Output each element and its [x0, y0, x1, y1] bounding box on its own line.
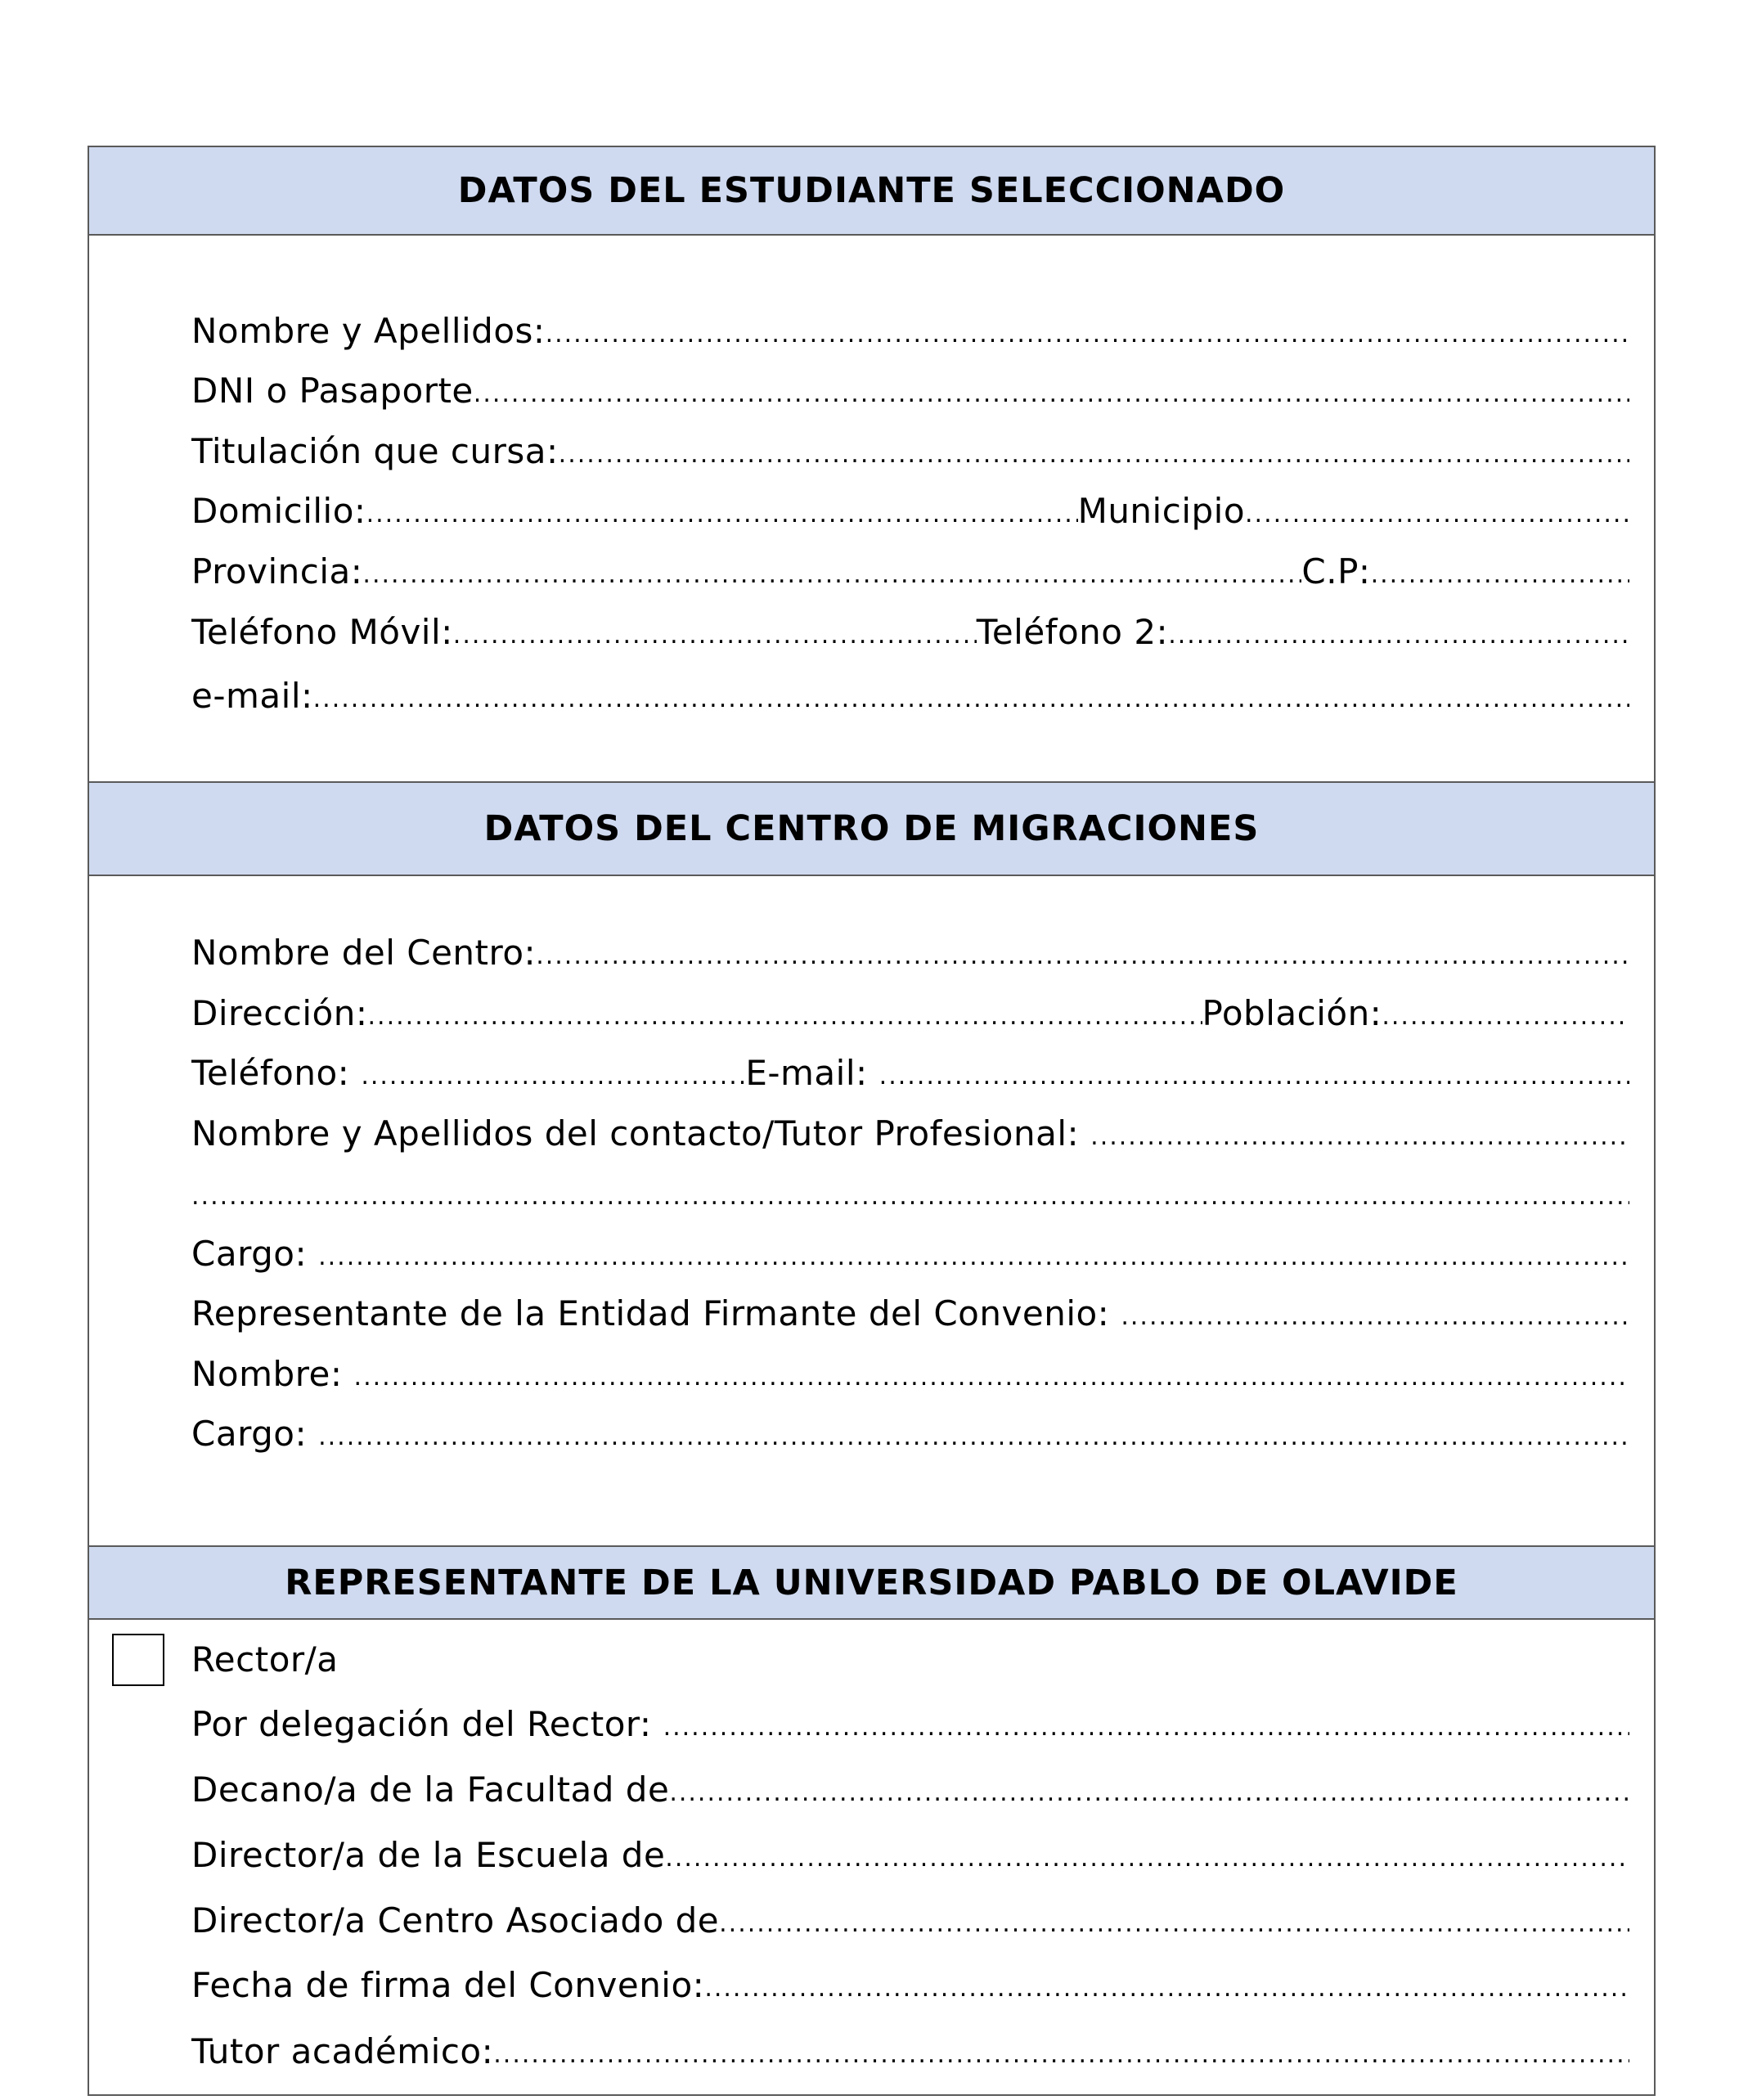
- school-director-field[interactable]: Director/a de la Escuela de .....: [191, 1830, 1629, 1879]
- municipality-label: Municipio: [1077, 490, 1246, 531]
- student-province-field[interactable]: Provincia: ..... C.P: .....: [191, 546, 1629, 596]
- phone2-label: Teléfono 2:: [976, 611, 1169, 652]
- rector-option: Rector/a: [191, 1639, 339, 1680]
- town-label: Población:: [1202, 992, 1382, 1033]
- fill-line: [362, 546, 1301, 596]
- fill-line: [1382, 988, 1629, 1037]
- assoc-center-director-field[interactable]: Director/a Centro Asociado de .....: [191, 1895, 1629, 1945]
- student-section-header: [89, 147, 1654, 236]
- rector-checkbox[interactable]: [112, 1634, 164, 1686]
- delegation-field[interactable]: Por delegación del Rector: .....: [191, 1699, 1629, 1748]
- student-phone-field[interactable]: Teléfono Móvil: ..... Teléfono 2: .....: [191, 607, 1629, 656]
- representative-name-field[interactable]: Nombre: .....: [191, 1349, 1629, 1398]
- fill-line: [559, 426, 1629, 475]
- fill-line: [669, 1765, 1629, 1814]
- center-address-field[interactable]: Dirección: ..... Población: .....: [191, 988, 1629, 1037]
- dean-field[interactable]: Decano/a de la Facultad de .....: [191, 1765, 1629, 1814]
- fill-line: [1245, 486, 1629, 535]
- student-name-field[interactable]: Nombre y Apellidos: .....: [191, 306, 1629, 355]
- fill-line: [1371, 546, 1629, 596]
- fill-line: [704, 1960, 1629, 2009]
- fill-line: [368, 988, 1202, 1037]
- student-degree-field[interactable]: Titulación que cursa: .....: [191, 426, 1629, 475]
- fill-line: [665, 1830, 1629, 1879]
- university-section-header: [89, 1545, 1654, 1620]
- center-section-title: DATOS DEL CENTRO DE MIGRACIONES: [483, 808, 1260, 849]
- contact-name-field[interactable]: Nombre y Apellidos del contacto/Tutor Profesional: .....: [191, 1108, 1629, 1158]
- center-email-label: E-mail:: [745, 1052, 868, 1093]
- fill-line: [318, 1229, 1629, 1278]
- student-section-title: DATOS DEL ESTUDIANTE SELECCIONADO: [457, 170, 1286, 211]
- fill-line: [354, 1349, 1629, 1398]
- fill-line: [546, 306, 1629, 355]
- postal-code-label: C.P:: [1301, 551, 1371, 591]
- center-name-field[interactable]: Nombre del Centro: .....: [191, 928, 1629, 977]
- fill-line: [191, 1168, 1629, 1217]
- contact-position-field[interactable]: Cargo: .....: [191, 1229, 1629, 1278]
- contact-name-continuation[interactable]: [191, 1168, 1629, 1217]
- student-email-field[interactable]: e-mail: .....: [191, 671, 1629, 720]
- fill-line: [318, 1409, 1629, 1458]
- fill-line: [536, 928, 1629, 977]
- fill-line: [1121, 1288, 1629, 1338]
- representative-field[interactable]: Representante de la Entidad Firmante del Convenio: .....: [191, 1288, 1629, 1338]
- fill-line: [474, 366, 1629, 415]
- fill-line: [366, 486, 1078, 535]
- form-frame: [88, 146, 1656, 2096]
- student-address-field[interactable]: Domicilio: ..... Municipio .....: [191, 486, 1629, 535]
- fill-line: [493, 2026, 1629, 2075]
- signing-date-field[interactable]: Fecha de firma del Convenio: .....: [191, 1960, 1629, 2009]
- representative-position-field[interactable]: Cargo: .....: [191, 1409, 1629, 1458]
- fill-line: [361, 1048, 745, 1097]
- fill-line: [879, 1048, 1629, 1097]
- student-dni-field[interactable]: DNI o Pasaporte .....: [191, 366, 1629, 415]
- academic-tutor-field[interactable]: Tutor académico: .....: [191, 2026, 1629, 2075]
- fill-line: [1090, 1108, 1629, 1158]
- fill-line: [1168, 607, 1629, 656]
- university-section-title: REPRESENTANTE DE LA UNIVERSIDAD PABLO DE OLAVIDE: [285, 1562, 1458, 1603]
- fill-line: [313, 671, 1629, 720]
- fill-line: [719, 1895, 1629, 1945]
- fill-line: [663, 1699, 1629, 1748]
- center-section-header: [89, 781, 1654, 876]
- center-phone-field[interactable]: Teléfono: ..... E-mail: .....: [191, 1048, 1629, 1097]
- fill-line: [453, 607, 977, 656]
